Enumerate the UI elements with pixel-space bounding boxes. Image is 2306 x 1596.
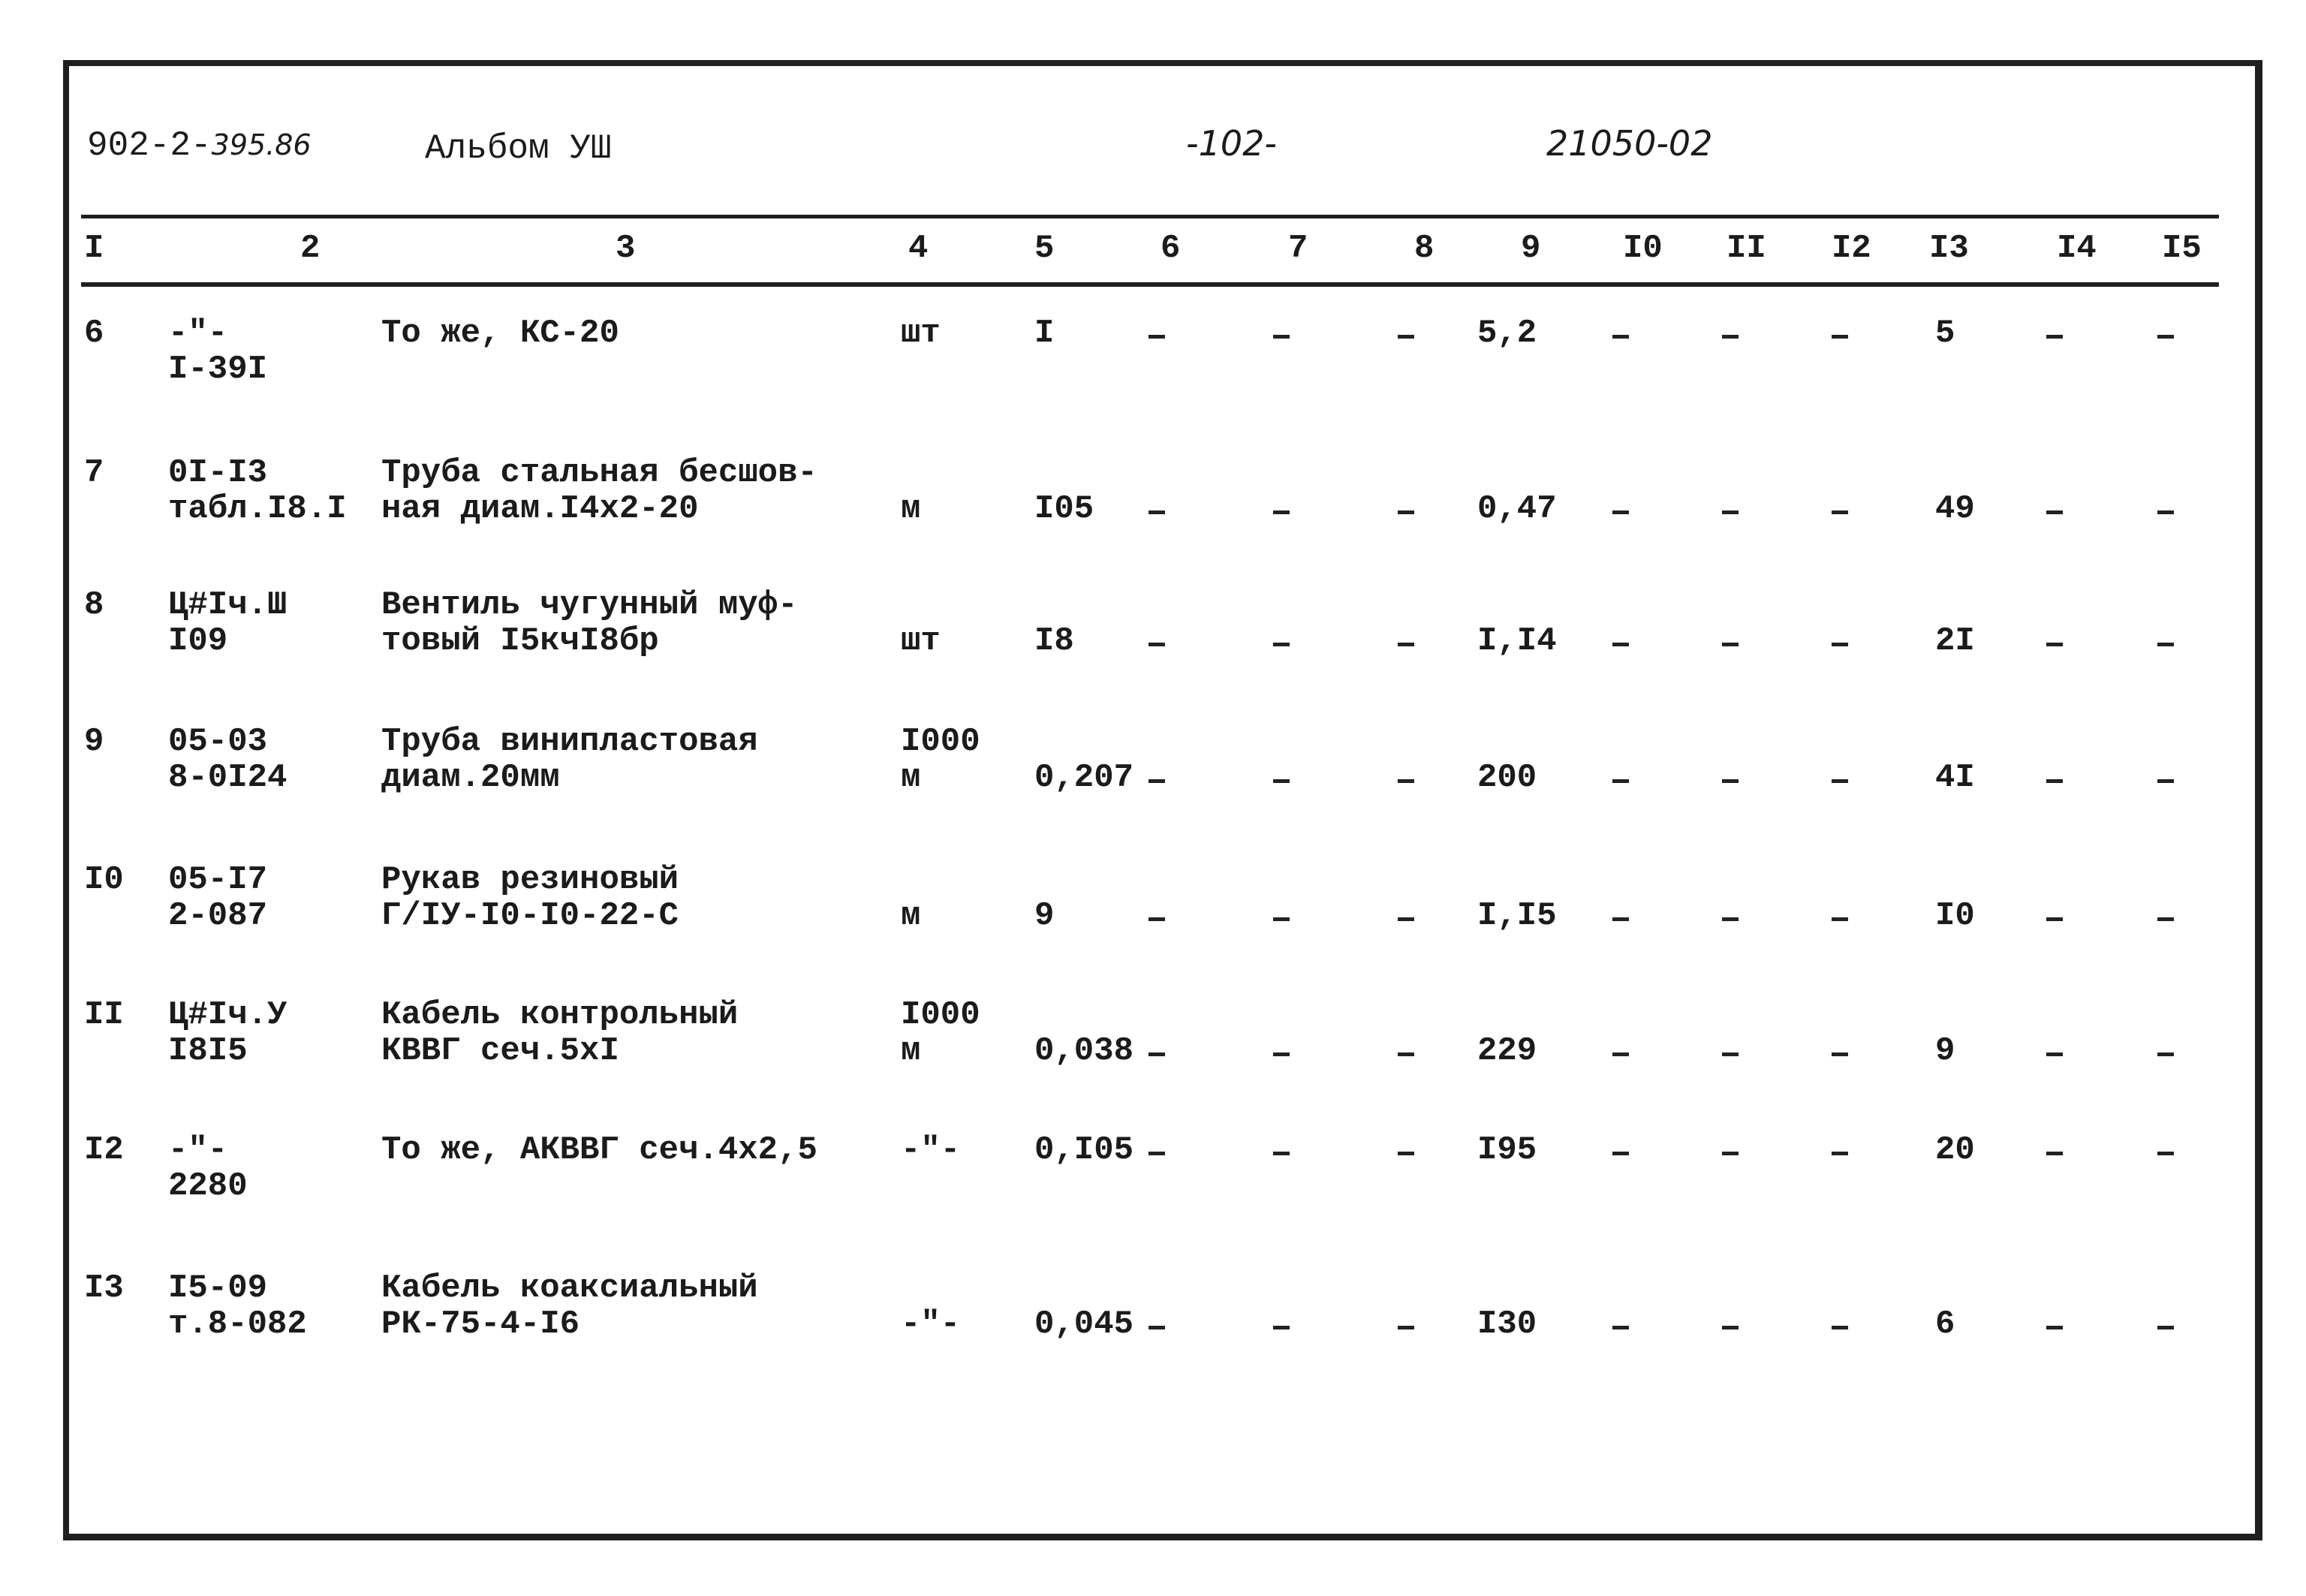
row-value-c9: I95	[1477, 1131, 1537, 1169]
row-value-c13: 20	[1935, 1131, 1975, 1169]
row-dash-c14	[2046, 510, 2063, 514]
row-dash-c10	[1612, 1052, 1629, 1056]
row-dash-c10	[1612, 1152, 1629, 1155]
row-dash-c15	[2157, 917, 2174, 921]
row-value-c13: I0	[1935, 897, 1975, 935]
column-header-13: I3	[1929, 230, 1969, 267]
column-header-2: 2	[300, 230, 321, 267]
row-value-c13: 49	[1935, 490, 1975, 528]
row-dash-c15	[2157, 1326, 2174, 1329]
row-name-line1: Труба стальная бесшов-	[381, 454, 817, 492]
row-unit-line2: м	[901, 897, 921, 935]
row-dash-c8	[1398, 335, 1414, 339]
row-dash-c14	[2046, 335, 2063, 339]
row-unit-line2: -"-	[901, 1305, 961, 1343]
row-unit-line2: м	[901, 759, 921, 796]
column-header-8: 8	[1414, 230, 1434, 267]
row-code-line1: 0I-I3	[168, 454, 268, 492]
row-name-line1: Рукав резиновый	[381, 861, 679, 899]
row-code-line1: 05-03	[168, 723, 268, 760]
row-dash-c6	[1148, 335, 1165, 339]
row-code-line2: т.8-082	[168, 1305, 307, 1343]
row-dash-c14	[2046, 643, 2063, 646]
row-code-line1: I5-09	[168, 1269, 268, 1307]
row-code-line1: -"-	[168, 315, 228, 352]
row-dash-c12	[1832, 643, 1848, 646]
row-dash-c6	[1148, 779, 1165, 783]
column-header-3: 3	[616, 230, 636, 267]
doc-code-handwritten: 395.86	[211, 128, 312, 161]
row-dash-c11	[1722, 510, 1739, 514]
row-value-c5: 0,I05	[1034, 1131, 1134, 1169]
row-dash-c11	[1722, 335, 1739, 339]
row-code-line1: 05-I7	[168, 861, 268, 899]
row-number: I0	[84, 861, 124, 899]
row-dash-c15	[2157, 643, 2174, 646]
row-dash-c6	[1148, 917, 1165, 921]
column-header-9: 9	[1521, 230, 1541, 267]
doc-code: 902-2-395.86	[87, 126, 312, 165]
row-dash-c12	[1832, 1152, 1848, 1155]
column-header-5: 5	[1034, 230, 1055, 267]
row-value-c5: I05	[1034, 490, 1094, 528]
column-header-4: 4	[908, 230, 929, 267]
row-dash-c8	[1398, 1326, 1414, 1329]
row-dash-c11	[1722, 1152, 1739, 1155]
row-dash-c7	[1273, 335, 1290, 339]
row-name-line2: диам.20мм	[381, 759, 560, 796]
row-name-line2: РК-75-4-I6	[381, 1305, 580, 1343]
page-number: -102-	[1186, 123, 1277, 164]
row-dash-c11	[1722, 1052, 1739, 1056]
row-dash-c12	[1832, 1326, 1848, 1329]
row-dash-c7	[1273, 917, 1290, 921]
row-value-c5: 0,045	[1034, 1305, 1134, 1343]
row-name-line2: Г/IУ-I0-I0-22-С	[381, 897, 679, 935]
column-header-12: I2	[1832, 230, 1871, 267]
row-dash-c6	[1148, 643, 1165, 646]
row-code-line2: I-39I	[168, 351, 268, 388]
row-value-c9: 200	[1477, 759, 1537, 796]
row-value-c9: 5,2	[1477, 315, 1537, 352]
row-value-c5: 9	[1034, 897, 1055, 935]
row-dash-c11	[1722, 917, 1739, 921]
column-header-1: I	[84, 230, 104, 267]
row-dash-c15	[2157, 779, 2174, 783]
row-dash-c7	[1273, 779, 1290, 783]
row-dash-c7	[1273, 1152, 1290, 1155]
row-value-c9: 0,47	[1477, 490, 1557, 528]
row-code-line2: табл.I8.I	[168, 490, 347, 528]
column-header-11: II	[1726, 230, 1766, 267]
row-dash-c6	[1148, 510, 1165, 514]
row-value-c5: I8	[1034, 622, 1074, 660]
row-dash-c11	[1722, 779, 1739, 783]
row-dash-c11	[1722, 1326, 1739, 1329]
row-dash-c10	[1612, 510, 1629, 514]
row-value-c9: I30	[1477, 1305, 1537, 1343]
row-dash-c7	[1273, 510, 1290, 514]
column-header-7: 7	[1288, 230, 1308, 267]
row-code-line2: 8-0I24	[168, 759, 287, 796]
row-unit-line2: шт	[901, 622, 941, 660]
row-dash-c15	[2157, 335, 2174, 339]
row-value-c5: 0,038	[1034, 1032, 1134, 1070]
row-number: 8	[84, 586, 104, 624]
column-header-15: I5	[2162, 230, 2202, 267]
row-name-line1: То же, КС-20	[381, 315, 619, 352]
row-name-line2: ная диам.I4х2-20	[381, 490, 699, 528]
row-dash-c14	[2046, 1326, 2063, 1329]
row-dash-c6	[1148, 1152, 1165, 1155]
row-dash-c8	[1398, 917, 1414, 921]
row-name-line2: товый I5кчI8бр	[381, 622, 659, 660]
column-header-14: I4	[2057, 230, 2097, 267]
row-dash-c15	[2157, 1052, 2174, 1056]
row-dash-c10	[1612, 917, 1629, 921]
row-value-c5: I	[1034, 315, 1055, 352]
row-dash-c10	[1612, 335, 1629, 339]
header-rule-top	[81, 215, 2219, 218]
row-dash-c12	[1832, 917, 1848, 921]
row-unit-line1: I000	[901, 723, 980, 760]
album-label: Альбом УШ	[425, 129, 612, 168]
row-name-line1: Вентиль чугунный муф-	[381, 586, 798, 624]
row-value-c13: 2I	[1935, 622, 1975, 660]
row-dash-c12	[1832, 510, 1848, 514]
row-dash-c8	[1398, 1052, 1414, 1056]
row-dash-c11	[1722, 643, 1739, 646]
row-dash-c6	[1148, 1052, 1165, 1056]
row-dash-c8	[1398, 779, 1414, 783]
row-value-c9: I,I5	[1477, 897, 1557, 935]
row-dash-c12	[1832, 1052, 1848, 1056]
row-code-line2: 2-087	[168, 897, 268, 935]
row-dash-c7	[1273, 643, 1290, 646]
row-dash-c8	[1398, 1152, 1414, 1155]
row-code-line2: I09	[168, 622, 228, 660]
row-value-c13: 5	[1935, 315, 1955, 352]
row-unit-line1: -"-	[901, 1131, 961, 1169]
row-dash-c14	[2046, 1152, 2063, 1155]
row-dash-c10	[1612, 643, 1629, 646]
row-dash-c14	[2046, 1052, 2063, 1056]
row-value-c9: I,I4	[1477, 622, 1557, 660]
row-dash-c12	[1832, 335, 1848, 339]
row-value-c13: 6	[1935, 1305, 1955, 1343]
row-code-line1: Ц#Iч.Ш	[168, 586, 287, 624]
row-number: 6	[84, 315, 104, 352]
row-number: II	[84, 996, 124, 1034]
header-rule-bottom	[81, 282, 2219, 287]
row-dash-c7	[1273, 1326, 1290, 1329]
row-dash-c7	[1273, 1052, 1290, 1056]
row-code-line1: Ц#Iч.У	[168, 996, 287, 1034]
row-number: I2	[84, 1131, 124, 1169]
row-name-line1: Кабель коаксиальный	[381, 1269, 758, 1307]
row-code-line2: 2280	[168, 1167, 248, 1205]
row-dash-c10	[1612, 779, 1629, 783]
row-name-line2: КВВГ сеч.5хI	[381, 1032, 619, 1070]
row-dash-c8	[1398, 643, 1414, 646]
sheet-number: 21050-02	[1546, 123, 1713, 164]
row-dash-c15	[2157, 1152, 2174, 1155]
row-code-line1: -"-	[168, 1131, 228, 1169]
column-header-6: 6	[1161, 230, 1181, 267]
row-unit-line2: м	[901, 1032, 921, 1070]
row-dash-c12	[1832, 779, 1848, 783]
row-value-c13: 4I	[1935, 759, 1975, 796]
row-number: 7	[84, 454, 104, 492]
row-dash-c8	[1398, 510, 1414, 514]
row-value-c5: 0,207	[1034, 759, 1134, 796]
row-dash-c10	[1612, 1326, 1629, 1329]
row-name-line1: Труба винипластовая	[381, 723, 758, 760]
row-dash-c15	[2157, 510, 2174, 514]
row-value-c9: 229	[1477, 1032, 1537, 1070]
row-name-line1: То же, АКВВГ сеч.4х2,5	[381, 1131, 817, 1169]
column-header-10: I0	[1623, 230, 1663, 267]
row-value-c13: 9	[1935, 1032, 1955, 1070]
row-code-line2: I8I5	[168, 1032, 248, 1070]
row-number: 9	[84, 723, 104, 760]
row-unit-line1: I000	[901, 996, 980, 1034]
row-dash-c14	[2046, 917, 2063, 921]
row-dash-c14	[2046, 779, 2063, 783]
row-unit-line1: шт	[901, 315, 941, 352]
row-dash-c6	[1148, 1326, 1165, 1329]
row-unit-line2: м	[901, 490, 921, 528]
row-number: I3	[84, 1269, 124, 1307]
row-name-line1: Кабель контрольный	[381, 996, 739, 1034]
